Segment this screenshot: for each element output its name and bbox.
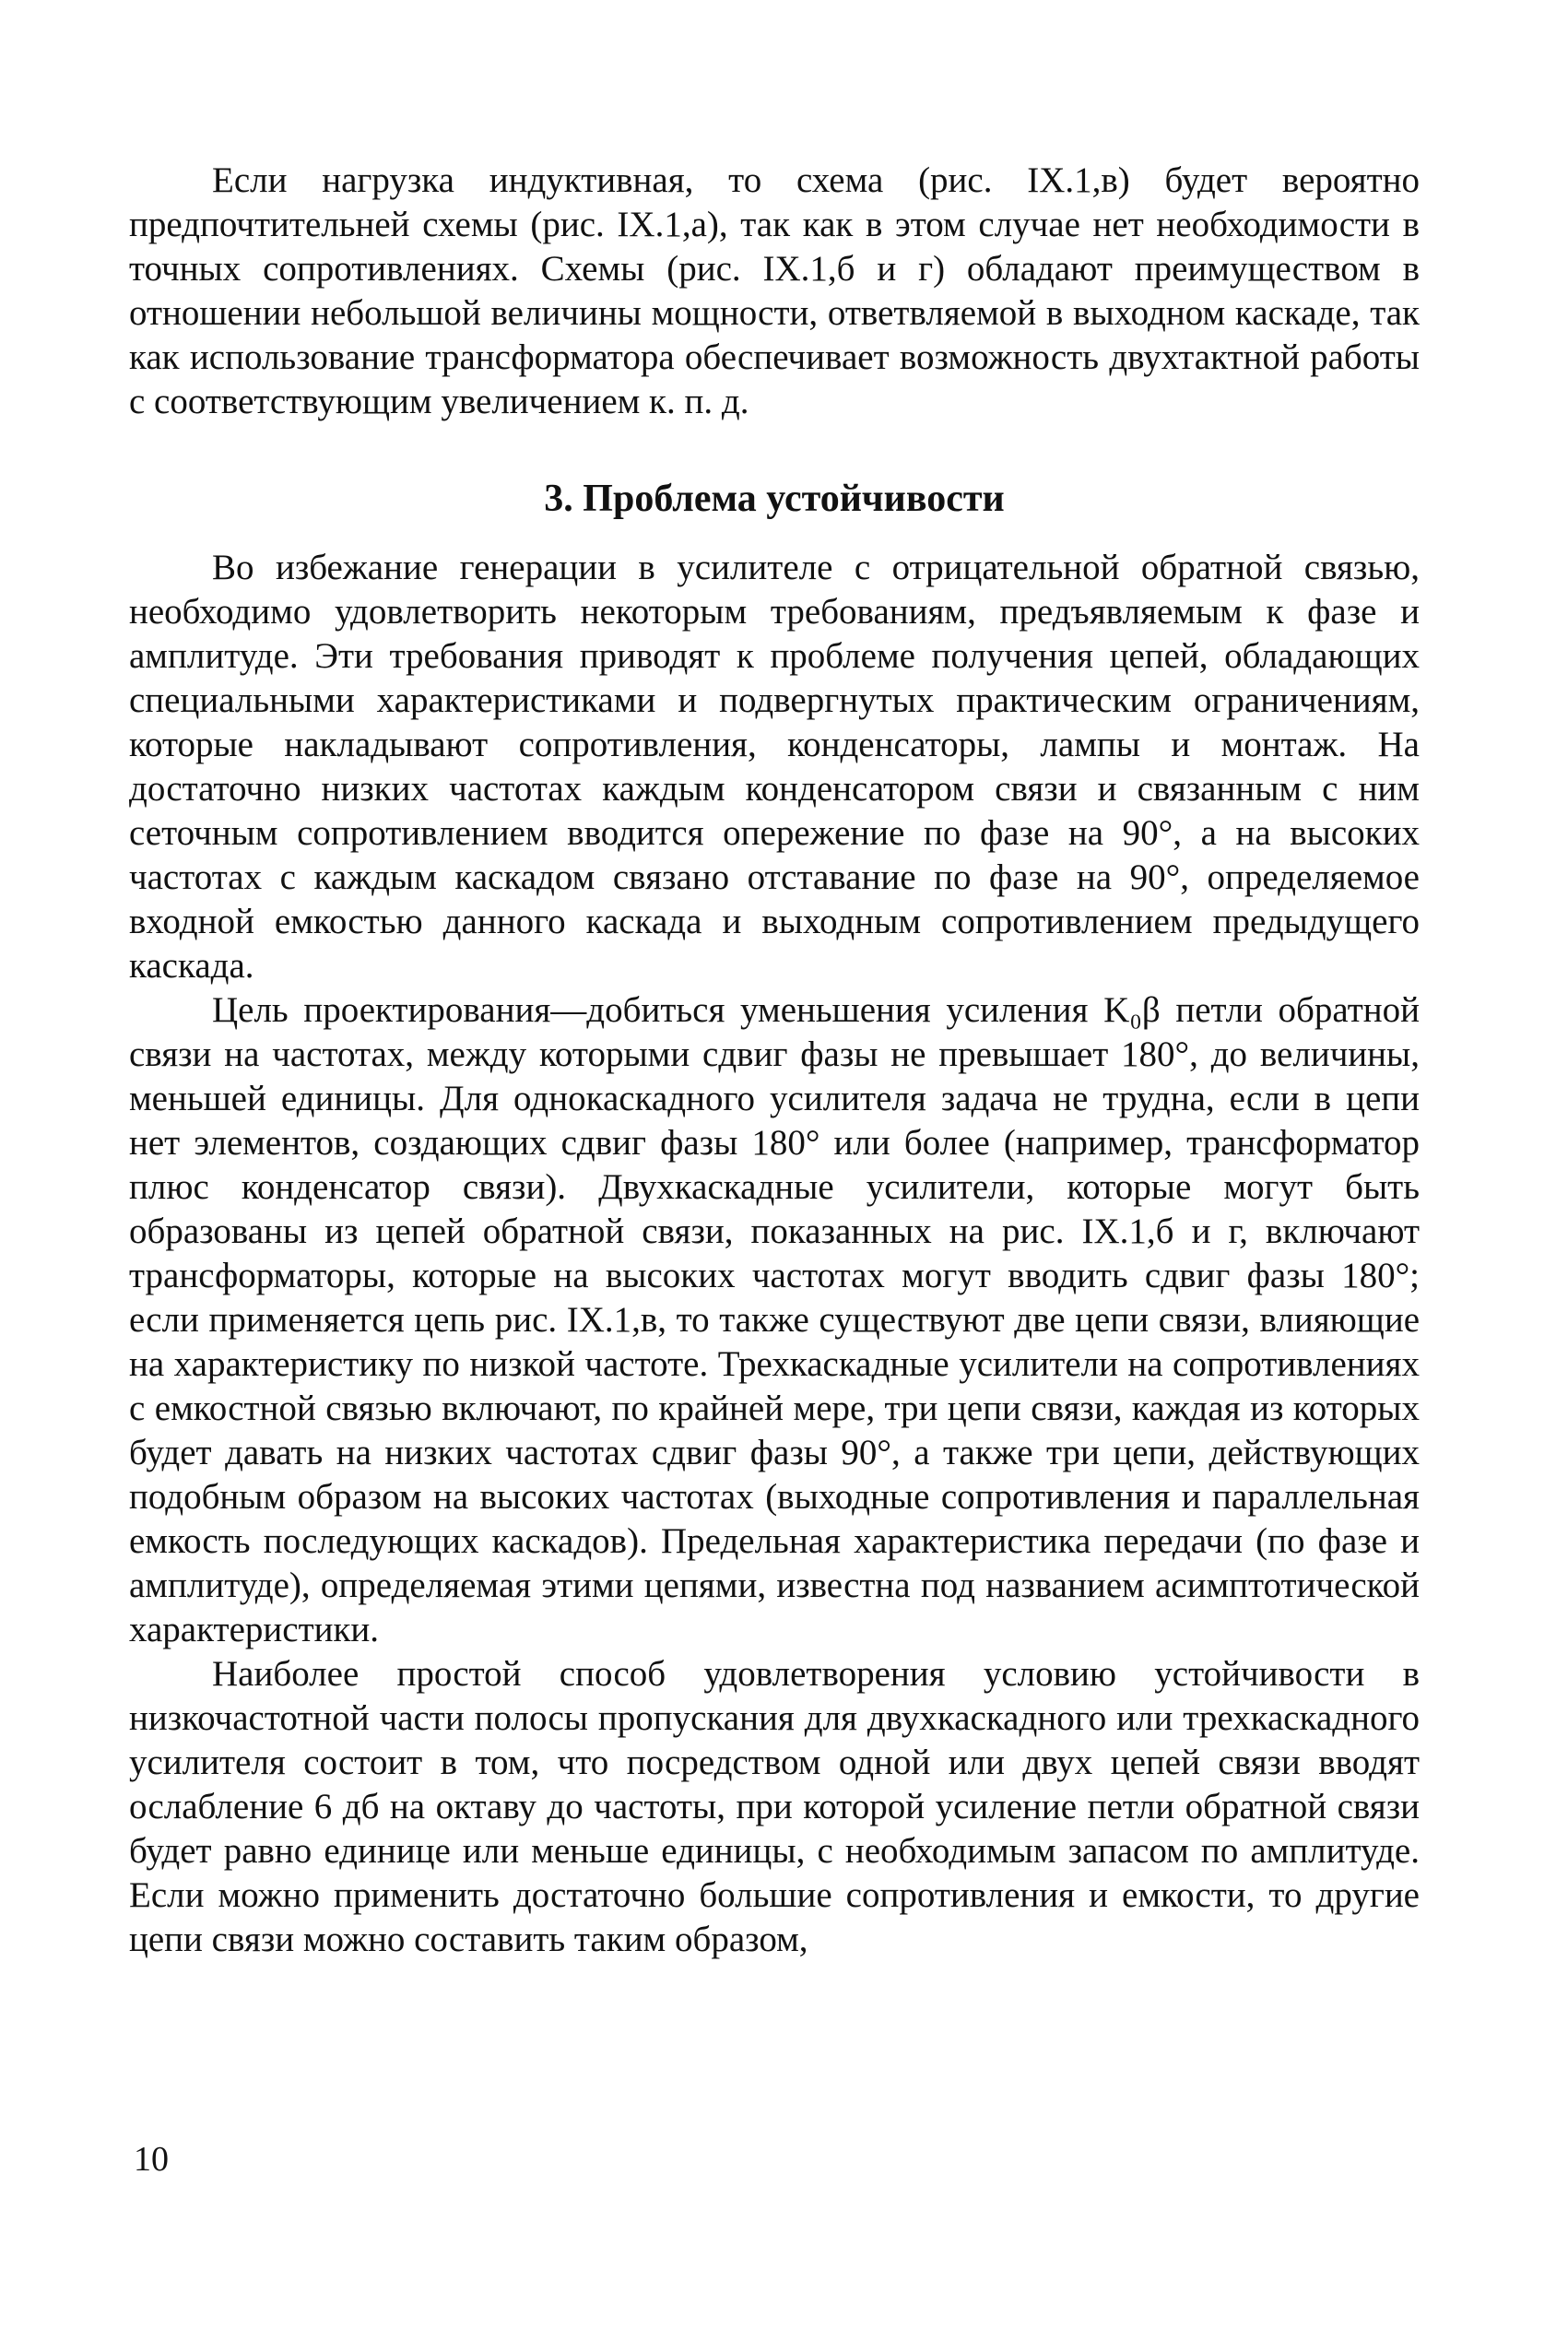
paragraph-generation: Во избежание генерации в усилителе с отрицательной обратной связью, необходимо удовлетворить некоторым требованиям, предъявляемым к фазе и амплитуде. Эти требования приводят к проблеме получения цепей, обладающих специальными характеристиками и подвергнутых практическим ограничениям, которые накладывают сопротивления, конденсаторы, лампы и монтаж. На достаточно низких частотах каждым конденсатором связи и связанным с ним сеточным сопротивлением вводится опережение по фазе на 90°, а на высоких частотах с каждым каскадом связано отставание по фазе на 90°, определяемое входной емкостью данного каскада и выходным сопротивлением предыдущего каскада. bbox=[129, 548, 1420, 986]
paragraph-simple-method: Наиболее простой способ удовлетворения условию устойчивости в низкочастотной части полосы пропускания для двухкаскадного или трехкаскадного усилителя состоит в том, что посредством одной или двух цепей связи вводят ослабление 6 дб на октаву до частоты, при которой усиление петли обратной связи будет равно единице или меньше единицы, с необходимым запасом по амплитуде. Если можно применить достаточно большие сопротивления и емкости, то другие цепи связи можно составить таким образом, bbox=[129, 1654, 1420, 1959]
paragraph-load-inductive: Если нагрузка индуктивная, то схема (рис. IX.1,в) будет вероятно предпочтительней схемы (рис. IX.1,а), так как в этом случае нет необходимости в точных сопротивлениях. Схемы (рис. IX.1,б и г) обладают преимуществом в отношении небольшой величины мощности, ответвляемой в выходном каскаде, так как использование трансформатора обеспечивает возможность двухтактной работы с соответствующим увеличением к. п. д. bbox=[129, 160, 1420, 421]
paragraph-design-goal: Цель проектирования—добиться уменьшения усиления K₀β петли обратной связи на частотах, между которыми сдвиг фазы не превышает 180°, до величины, меньшей единицы. Для однокаскадного усилителя задача не трудна, если в цепи нет элементов, создающих сдвиг фазы 180° или более (например, трансформатор плюс конденсатор связи). Двухкаскадные усилители, которые могут быть образованы из цепей обратной связи, показанных на рис. IX.1,б и г, включают трансформаторы, которые на высоких частотах могут вводить сдвиг фазы 180°; если применяется цепь рис. IX.1,в, то также существуют две цепи связи, влияющие на характеристику по низкой частоте. Трехкаскадные усилители на сопротивлениях с емкостной связью включают, по крайней мере, три цепи связи, каждая из которых будет давать на низких частотах сдвиг фазы 90°, а также три цепи, действующих подобным образом на высоких частотах (выходные сопротивления и параллельная емкость последующих каскадов). Предельная характеристика передачи (по фазе и амплитуде), определяемая этими цепями, известна под названием асимптотической характеристики. bbox=[129, 990, 1420, 1649]
section-heading: 3. Проблема устойчивости bbox=[544, 478, 1005, 520]
page-body bbox=[129, 159, 1420, 1962]
page-number: 10 bbox=[134, 2140, 169, 2179]
